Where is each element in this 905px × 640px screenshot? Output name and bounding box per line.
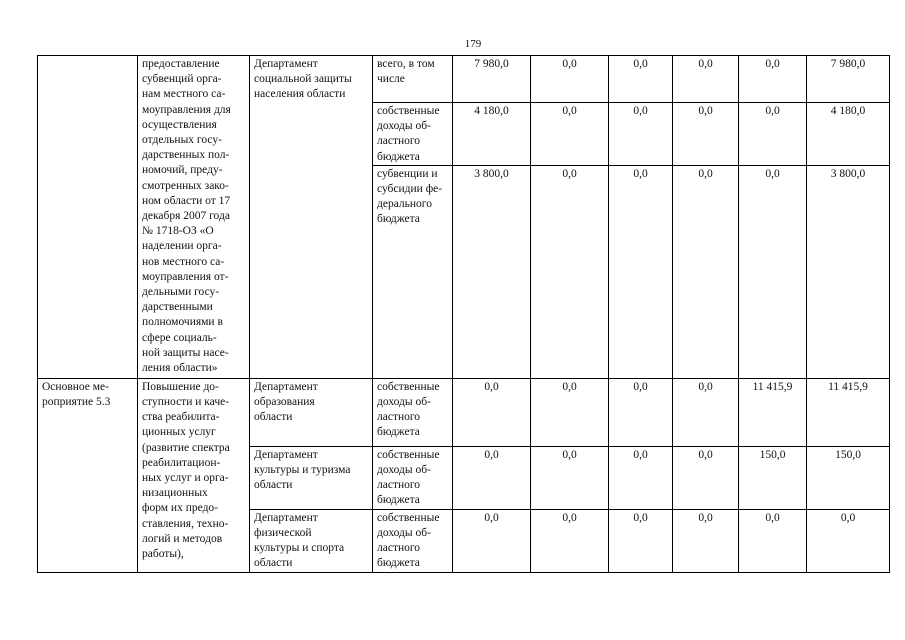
text-line: субсидии фе- bbox=[377, 183, 443, 196]
department-cell bbox=[250, 509, 373, 572]
value-cell: 0,0 bbox=[739, 56, 807, 103]
department-cell bbox=[250, 56, 373, 379]
text-line: низационных bbox=[142, 487, 208, 500]
text-line: нов местного са- bbox=[142, 255, 225, 268]
value-cell: 150,0 bbox=[739, 446, 807, 509]
value-cell: 7 980,0 bbox=[453, 56, 531, 103]
text-line: ластного bbox=[377, 135, 421, 148]
text-line: наделении орга- bbox=[142, 240, 222, 253]
value-cell: 0,0 bbox=[673, 56, 739, 103]
value-cell: 0,0 bbox=[609, 509, 673, 572]
text-line: доходы об- bbox=[377, 396, 431, 409]
text-line: ставления, техно- bbox=[142, 517, 229, 530]
text-line: моуправления от- bbox=[142, 270, 229, 283]
text-line: ластного bbox=[377, 542, 421, 555]
text-line: полномочиями в bbox=[142, 316, 223, 329]
text-line: Департамент bbox=[254, 380, 318, 393]
text-line: ства реабилита- bbox=[142, 411, 220, 424]
text-line: нам местного са- bbox=[142, 88, 226, 101]
value-cell: 0,0 bbox=[531, 446, 609, 509]
text-line: форм их предо- bbox=[142, 502, 218, 515]
value-cell: 0,0 bbox=[807, 509, 890, 572]
text-line: всего, в том bbox=[377, 58, 435, 70]
value-cell: 0,0 bbox=[531, 103, 609, 166]
value-cell: 0,0 bbox=[453, 446, 531, 509]
text-line: ном области от 17 bbox=[142, 194, 231, 207]
value-cell: 4 180,0 bbox=[453, 103, 531, 166]
text-line: собственные bbox=[377, 105, 440, 117]
text-line: области bbox=[254, 479, 293, 492]
text-line: субвенций орга- bbox=[142, 73, 222, 86]
text-line: номочий, преду- bbox=[142, 164, 223, 177]
text-line: субвенции и bbox=[377, 167, 438, 180]
text-line: ластного bbox=[377, 411, 421, 424]
text-line: декабря 2007 года bbox=[142, 210, 230, 223]
text-line: Департамент bbox=[254, 448, 318, 461]
text-line: собственные bbox=[377, 448, 440, 461]
text-line: бюджета bbox=[377, 213, 420, 226]
text-line: моуправления для bbox=[142, 103, 231, 116]
text-line: области bbox=[254, 411, 293, 424]
funding-source-cell bbox=[373, 509, 453, 572]
description-cell bbox=[138, 56, 250, 379]
value-cell: 3 800,0 bbox=[807, 165, 890, 378]
value-cell: 0,0 bbox=[673, 103, 739, 166]
text-line: социальной защиты bbox=[254, 73, 352, 86]
measure-cell bbox=[38, 378, 138, 572]
value-cell: 4 180,0 bbox=[807, 103, 890, 166]
text-line: дарственными bbox=[142, 301, 213, 314]
text-line: бюджета bbox=[377, 150, 420, 163]
value-cell: 0,0 bbox=[609, 378, 673, 446]
text-line: доходы об- bbox=[377, 120, 431, 133]
value-cell: 3 800,0 bbox=[453, 165, 531, 378]
funding-source-cell bbox=[373, 103, 453, 166]
text-line: смотренных зако- bbox=[142, 179, 229, 192]
text-line: образования bbox=[254, 396, 315, 409]
funding-source-cell bbox=[373, 378, 453, 446]
text-line: Департамент bbox=[254, 511, 318, 524]
text-line: роприятие 5.3 bbox=[42, 396, 111, 409]
text-line: № 1718-ОЗ «О bbox=[142, 225, 214, 238]
value-cell: 11 415,9 bbox=[807, 378, 890, 446]
text-line: населения области bbox=[254, 88, 346, 101]
table-row bbox=[38, 378, 890, 446]
description-cell bbox=[138, 378, 250, 572]
text-line: физической bbox=[254, 526, 312, 539]
text-line: ступности и каче- bbox=[142, 396, 230, 409]
text-line: ной защиты насе- bbox=[142, 346, 229, 359]
value-cell: 7 980,0 bbox=[807, 56, 890, 103]
budget-table bbox=[37, 55, 890, 573]
text-line: культуры и спорта bbox=[254, 542, 345, 555]
text-line: дерального bbox=[377, 198, 432, 211]
value-cell: 0,0 bbox=[531, 56, 609, 103]
value-cell: 0,0 bbox=[673, 165, 739, 378]
text-line: культуры и туризма bbox=[254, 464, 351, 477]
text-line: бюджета bbox=[377, 557, 420, 570]
text-line: ления области» bbox=[142, 362, 218, 375]
value-cell: 150,0 bbox=[807, 446, 890, 509]
department-cell bbox=[250, 446, 373, 509]
value-cell: 0,0 bbox=[673, 378, 739, 446]
text-line: области bbox=[254, 557, 293, 570]
value-cell: 0,0 bbox=[453, 378, 531, 446]
text-line: доходы об- bbox=[377, 464, 431, 477]
value-cell: 0,0 bbox=[739, 103, 807, 166]
text-line: осуществления bbox=[142, 118, 217, 131]
text-line: сфере социаль- bbox=[142, 331, 217, 344]
value-cell: 0,0 bbox=[739, 509, 807, 572]
text-line: (развитие спектра bbox=[142, 441, 230, 454]
funding-source-cell bbox=[373, 446, 453, 509]
value-cell: 0,0 bbox=[739, 165, 807, 378]
text-line: Основное ме- bbox=[42, 380, 109, 393]
text-line: работы), bbox=[142, 548, 184, 561]
department-cell bbox=[250, 378, 373, 446]
text-line: реабилитацион- bbox=[142, 456, 221, 469]
text-line: предоставление bbox=[142, 58, 220, 70]
text-line: дарственных пол- bbox=[142, 149, 230, 162]
text-line: бюджета bbox=[377, 494, 420, 507]
text-line: собственные bbox=[377, 511, 440, 524]
measure-cell bbox=[38, 56, 138, 379]
text-line: собственные bbox=[377, 380, 440, 393]
text-line: ционных услуг bbox=[142, 426, 216, 439]
text-line: доходы об- bbox=[377, 526, 431, 539]
value-cell: 0,0 bbox=[453, 509, 531, 572]
value-cell: 0,0 bbox=[609, 103, 673, 166]
value-cell: 0,0 bbox=[531, 165, 609, 378]
value-cell: 0,0 bbox=[609, 165, 673, 378]
table-row bbox=[38, 56, 890, 103]
text-line: ных услуг и орга- bbox=[142, 472, 229, 485]
page-number: 179 bbox=[464, 38, 482, 50]
text-line: ластного bbox=[377, 479, 421, 492]
text-line: бюджета bbox=[377, 426, 420, 439]
value-cell: 0,0 bbox=[673, 446, 739, 509]
value-cell: 0,0 bbox=[673, 509, 739, 572]
value-cell: 0,0 bbox=[609, 56, 673, 103]
value-cell: 0,0 bbox=[531, 378, 609, 446]
text-line: логий и методов bbox=[142, 532, 223, 545]
funding-source-cell bbox=[373, 56, 453, 103]
text-line: Департамент bbox=[254, 58, 318, 70]
text-line: числе bbox=[377, 73, 405, 86]
text-line: отдельных госу- bbox=[142, 134, 222, 147]
value-cell: 0,0 bbox=[531, 509, 609, 572]
funding-source-cell bbox=[373, 165, 453, 378]
text-line: Повышение до- bbox=[142, 380, 219, 393]
value-cell: 0,0 bbox=[609, 446, 673, 509]
text-line: дельными госу- bbox=[142, 286, 220, 299]
value-cell: 11 415,9 bbox=[739, 378, 807, 446]
